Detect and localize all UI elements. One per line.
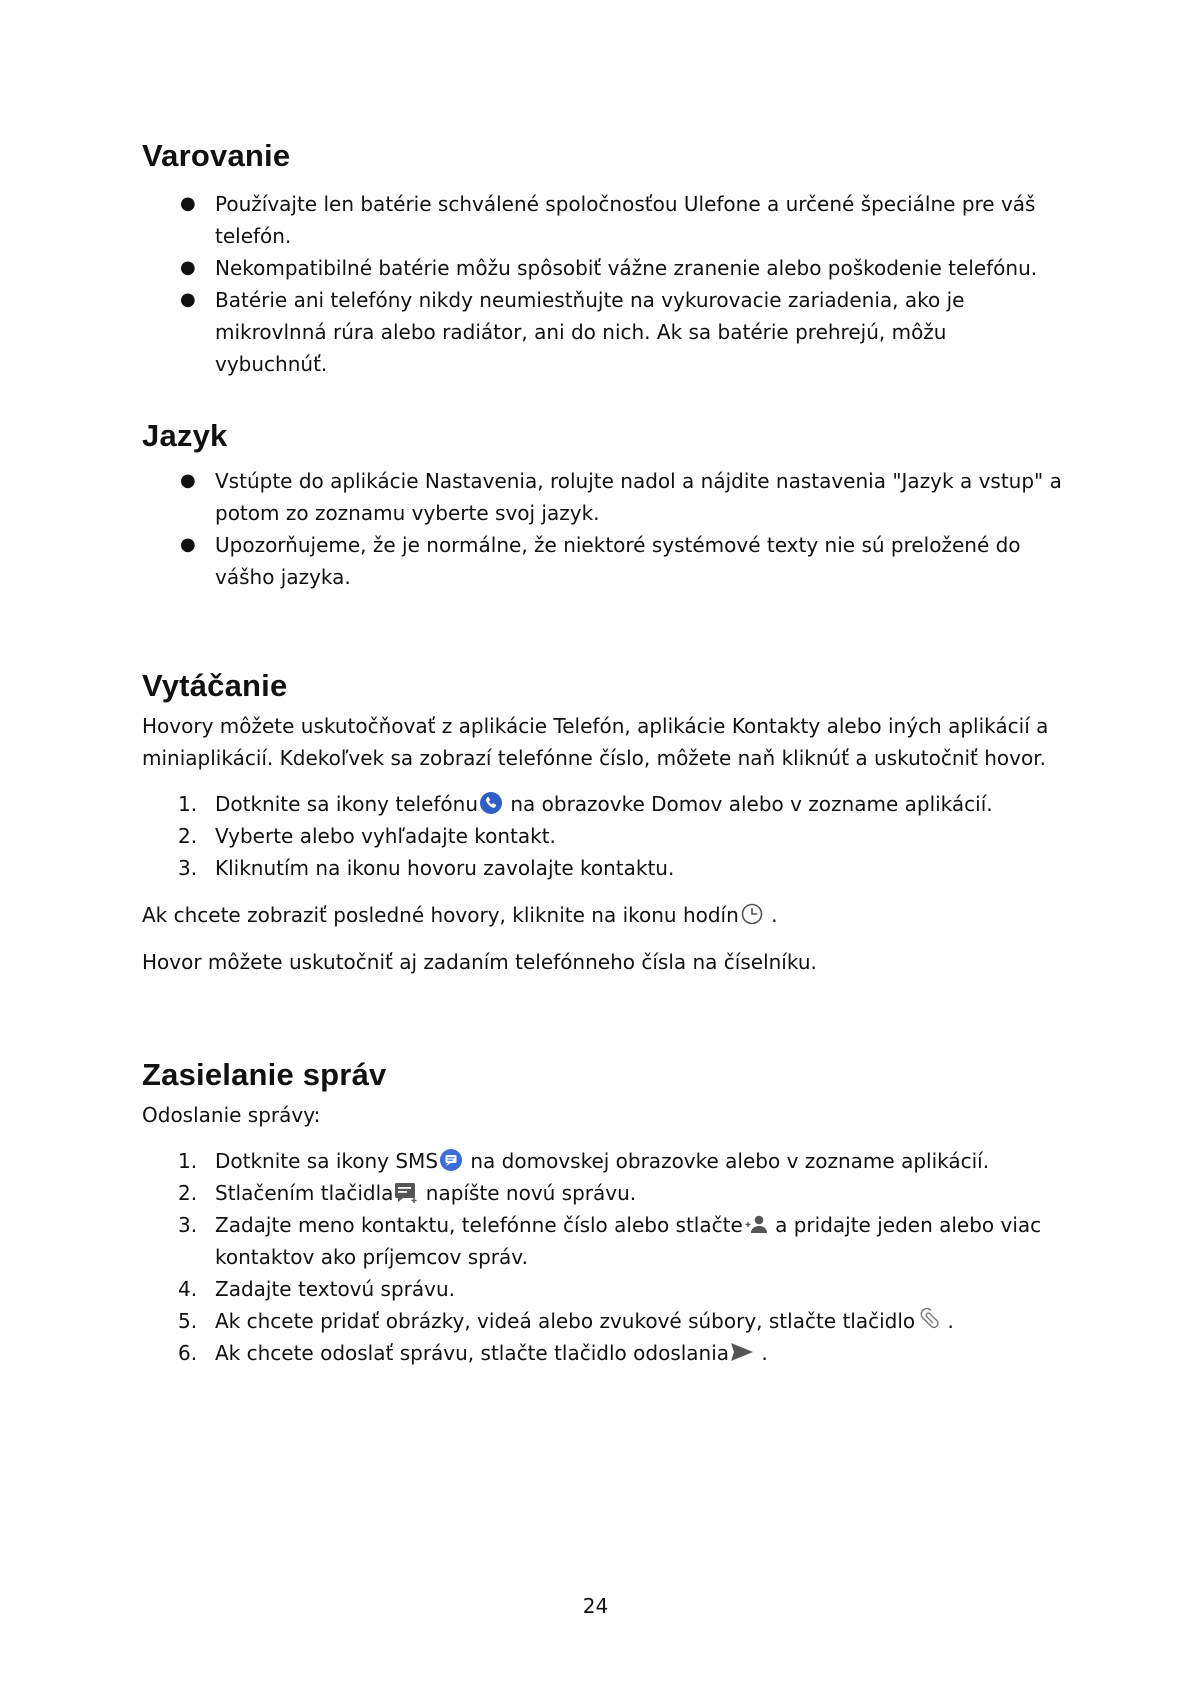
list-item: 2. Vyberte alebo vyhľadajte kontakt. [178, 824, 556, 848]
list-item: 4. Zadajte textovú správu. [178, 1277, 456, 1301]
clock-icon [740, 902, 764, 926]
list-item: ● Nekompatibilné batérie môžu spôsobiť vážne zranenie alebo poškodenie telefónu. [142, 252, 1062, 284]
list-item: 5. Ak chcete pridať obrázky, videá alebo zvukové súbory, stlačte tlačidlo . [178, 1309, 954, 1333]
heading-jazyk: Jazyk [142, 418, 228, 453]
list-item: 6. Ak chcete odoslať správu, stlačte tlačidlo odoslania . [178, 1341, 768, 1365]
list-item: ● Batérie ani telefóny nikdy neumiestňujte na vykurovacie zariadenia, ako je mikrovlnná rúra alebo radiátor, ani do nich. Ak sa batérie prehrejú, môžu vybuchnúť. [142, 284, 1062, 380]
bullet-marker: ● [180, 193, 196, 214]
list-item: ● Upozorňujeme, že je normálne, že niektoré systémové texty nie sú preložené do vášho jazyka. [142, 529, 1062, 593]
send-icon [730, 1340, 754, 1364]
list-item: 3. Zadajte meno kontaktu, telefónne číslo alebo stlačte a pridajte jeden alebo viac kontaktov ako príjemcov správ. [178, 1213, 1042, 1269]
paperclip-icon [916, 1308, 940, 1332]
bullet-marker: ● [180, 470, 196, 491]
page-number: 24 [582, 1594, 609, 1618]
list-item: 3. Kliknutím na ikonu hovoru zavolajte kontaktu. [178, 856, 675, 880]
compose-icon [394, 1180, 418, 1204]
heading-zasielanie: Zasielanie správ [142, 1057, 387, 1092]
zasielanie-steps [142, 1145, 1062, 1369]
varovanie-list [142, 188, 1062, 380]
list-item: 1. Dotknite sa ikony telefónu na obrazovke Domov alebo v zozname aplikácií. [178, 792, 993, 816]
bullet-marker: ● [180, 257, 196, 278]
list-item: ● Vstúpte do aplikácie Nastavenia, rolujte nadol a nájdite nastavenia "Jazyk a vstup" a potom zo zoznamu vyberte svoj jazyk. [142, 465, 1062, 529]
phone-icon [479, 791, 503, 815]
bullet-marker: ● [180, 534, 196, 555]
recent-calls-paragraph: Ak chcete zobraziť posledné hovory, kliknite na ikonu hodín . [142, 903, 778, 927]
heading-vytacanie: Vytáčanie [142, 668, 288, 703]
jazyk-list [142, 465, 1062, 593]
heading-varovanie: Varovanie [142, 138, 291, 173]
add-contact-icon [744, 1212, 768, 1236]
dialpad-paragraph: Hovor môžete uskutočniť aj zadaním telefónneho čísla na číselníku. [142, 950, 817, 974]
list-item: ● Používajte len batérie schválené spoločnosťou Ulefone a určené špeciálne pre váš telefón. [142, 188, 1062, 252]
bullet-marker: ● [180, 289, 196, 310]
sms-icon [439, 1148, 463, 1172]
vytacanie-steps [142, 788, 1062, 884]
list-item: 1. Dotknite sa ikony SMS na domovskej obrazovke alebo v zozname aplikácií. [178, 1149, 990, 1173]
zasielanie-intro: Odoslanie správy: [142, 1103, 321, 1127]
list-item: 2. Stlačením tlačidla napíšte novú správu. [178, 1181, 637, 1205]
vytacanie-intro: Hovory môžete uskutočňovať z aplikácie Telefón, aplikácie Kontakty alebo iných aplikácií a miniaplikácií. Kdekoľvek sa zobrazí telefónne číslo, môžete naň kliknúť a uskutočniť hovor. [142, 714, 1049, 770]
